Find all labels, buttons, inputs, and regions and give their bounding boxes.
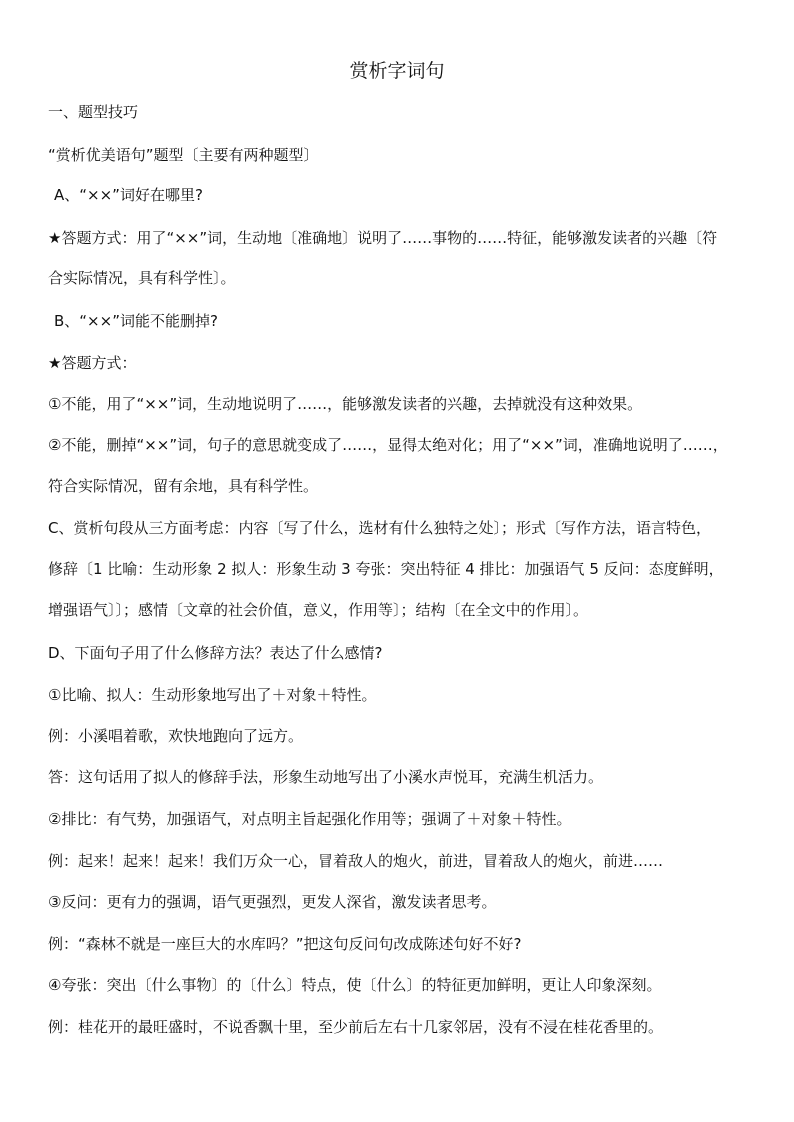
paragraph-c-line3: 增强语气〕〕；感情〔文章的社会价值，意义，作用等〕；结构〔在全文中的作用〕。 xyxy=(48,601,589,619)
question-b: B、“××”词能不能删掉? xyxy=(54,312,218,330)
rhetoric-hyperbole: ④夸张：突出〔什么事物〕的〔什么〕特点，使〔什么〕的特征更加鲜明，更让人印象深刻。 xyxy=(48,976,662,994)
question-d: D、下面句子用了什么修辞方法？表达了什么感情? xyxy=(48,644,383,662)
rhetoric-parallelism: ②排比：有气势，加强语气，对点明主旨起强化作用等；强调了＋对象＋特性。 xyxy=(48,810,572,828)
example-rhetorical-question: 例：“森林不就是一座巨大的水库吗？”把这句反问句改成陈述句好不好? xyxy=(48,935,522,953)
example-hyperbole: 例：桂花开的最旺盛时，不说香飘十里，至少前后左右十几家邻居，没有不浸在桂花香里的。 xyxy=(48,1018,664,1036)
paragraph-c-line2: 修辞〔1 比喻：生动形象 2 拟人：形象生动 3 夸张：突出特征 4 排比：加强语气 5 反问：态度鲜明， xyxy=(48,560,724,578)
answer-b-point1: ①不能，用了“××”词，生动地说明了……，能够激发读者的兴趣，去掉就没有这种效果。 xyxy=(48,395,643,413)
answer-method-b-label: ★答题方式： xyxy=(48,354,137,372)
answer-metaphor: 答：这句话用了拟人的修辞手法，形象生动地写出了小溪水声悦耳，充满生机活力。 xyxy=(48,768,604,786)
answer-b-point2-line1: ②不能，删掉“××”词，句子的意思就变成了……，显得太绝对化；用了“××”词，准确地说明了……， xyxy=(48,436,728,454)
section-heading-techniques: 一、题型技巧 xyxy=(48,103,139,121)
paragraph-c-line1: C、赏析句段从三方面考虑：内容〔写了什么，选材有什么独特之处〕；形式〔写作方法，语言特色， xyxy=(48,519,711,537)
question-type-intro: “赏析优美语句”题型〔主要有两种题型〕 xyxy=(48,146,319,164)
example-metaphor: 例：小溪唱着歌，欢快地跑向了远方。 xyxy=(48,727,304,745)
document-title: 赏析字词句 xyxy=(349,60,445,82)
rhetoric-rhetorical-question: ③反问：更有力的强调，语气更强烈，更发人深省，激发读者思考。 xyxy=(48,893,497,911)
question-a: A、“××”词好在哪里? xyxy=(54,186,203,204)
answer-method-a-line1: ★答题方式：用了“××”词，生动地〔准确地〕说明了……事物的……特征，能够激发读者的兴趣〔符 xyxy=(48,229,718,247)
example-parallelism: 例：起来！起来！起来！我们万众一心，冒着敌人的炮火，前进，冒着敌人的炮火，前进…… xyxy=(48,852,664,870)
answer-method-a-line2: 合实际情况，具有科学性〕。 xyxy=(48,269,236,287)
rhetoric-metaphor: ①比喻、拟人：生动形象地写出了＋对象＋特性。 xyxy=(48,686,377,704)
answer-b-point2-line2: 符合实际情况，留有余地，具有科学性。 xyxy=(48,477,319,495)
